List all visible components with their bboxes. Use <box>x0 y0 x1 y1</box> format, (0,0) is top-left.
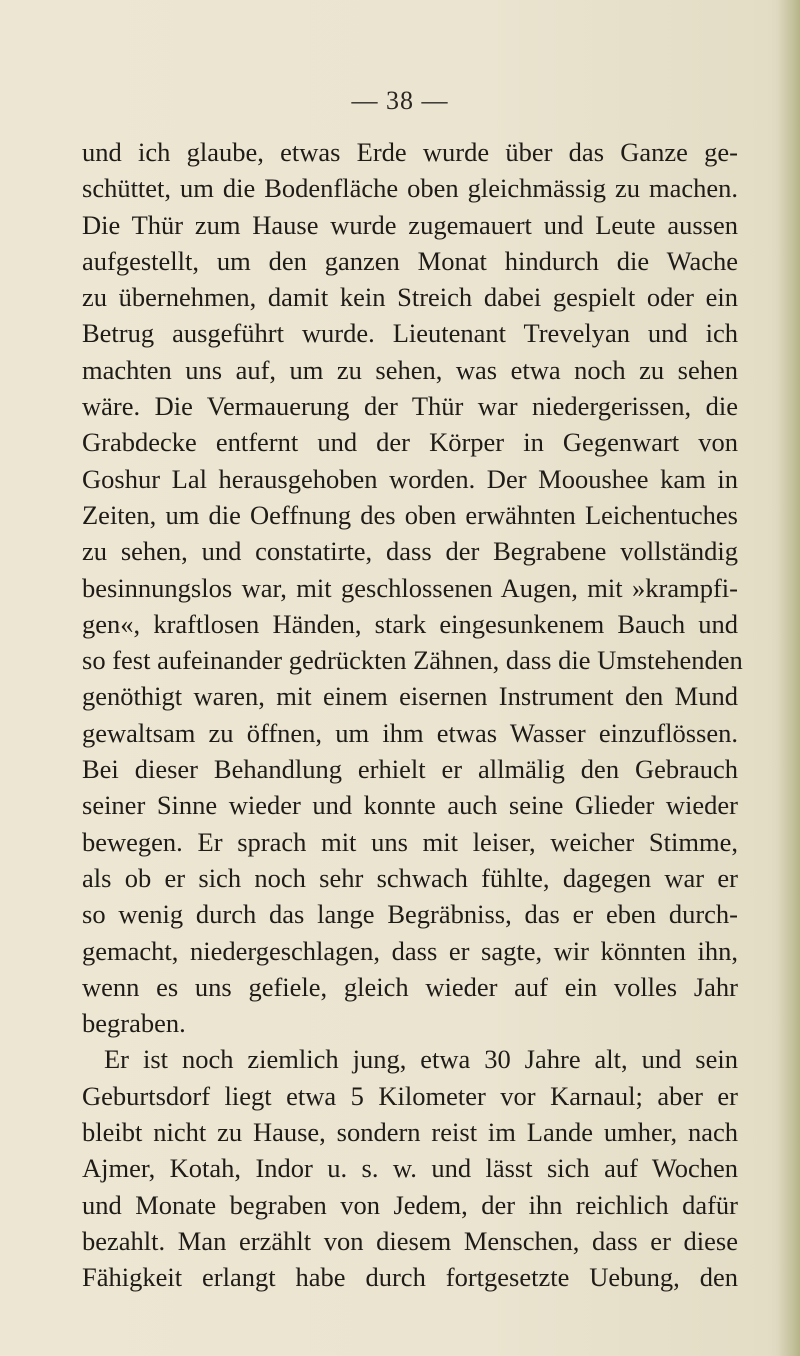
text-line: gemacht, niedergeschlagen, dass er sagte, wir könnten ihn, <box>82 935 738 966</box>
text-line: aufgestellt, um den ganzen Monat hindurch die Wache <box>82 245 738 276</box>
body-text <box>82 134 743 1296</box>
text-line: Er ist noch ziemlich jung, etwa 30 Jahre alt, und sein <box>104 1044 738 1075</box>
text-line: zu übernehmen, damit kein Streich dabei gespielt oder ein <box>82 282 738 313</box>
text-line: und ich glaube, etwas Erde wurde über das Ganze ge- <box>82 137 738 167</box>
text-line: Betrug ausgeführt wurde. Lieutenant Trevelyan und ich <box>82 318 738 349</box>
text-line: Zeiten, um die Oeffnung des oben erwähnten Leichentuches <box>82 499 738 530</box>
text-line: begraben. <box>82 1008 186 1039</box>
page-number: — 38 — <box>351 86 449 115</box>
text-line: bezahlt. Man erzählt von diesem Menschen, dass er diese <box>82 1225 738 1256</box>
text-line: schüttet, um die Bodenfläche oben gleichmässig zu machen. <box>82 173 738 204</box>
text-line: wenn es uns gefiele, gleich wieder auf ein volles Jahr <box>82 971 738 1002</box>
text-line: Geburtsdorf liegt etwa 5 Kilometer vor Karnaul; aber er <box>82 1080 738 1111</box>
text-line: Fähigkeit erlangt habe durch fortgesetzte Uebung, den <box>82 1262 738 1293</box>
text-line: so wenig durch das lange Begräbniss, das er eben durch- <box>82 899 738 930</box>
page-edge-shadow <box>778 0 800 1356</box>
text-line: Ajmer, Kotah, Indor u. s. w. und lässt sich auf Wochen <box>82 1153 738 1184</box>
text-line: zu sehen, und constatirte, dass der Begrabene vollständig <box>82 536 738 567</box>
text-line: Goshur Lal herausgehoben worden. Der Mooushee kam in <box>82 463 738 494</box>
text-line: Grabdecke entfernt und der Körper in Gegenwart von <box>82 427 738 458</box>
text-line: Die Thür zum Hause wurde zugemauert und Leute aussen <box>82 209 738 240</box>
text-line: gewaltsam zu öffnen, um ihm etwas Wasser einzuflössen. <box>82 717 738 748</box>
text-line: besinnungslos war, mit geschlossenen Augen, mit »krampfi- <box>82 572 738 603</box>
text-line: machten uns auf, um zu sehen, was etwa noch zu sehen <box>82 354 738 385</box>
text-line: bleibt nicht zu Hause, sondern reist im Lande umher, nach <box>82 1117 738 1148</box>
text-line: als ob er sich noch sehr schwach fühlte, dagegen war er <box>82 862 738 893</box>
text-line: so fest aufeinander gedrückten Zähnen, dass die Umstehenden <box>82 645 743 676</box>
text-line: Bei dieser Behandlung erhielt er allmälig den Gebrauch <box>82 754 738 785</box>
text-line: und Monate begraben von Jedem, der ihn reichlich dafür <box>82 1189 738 1220</box>
text-line: genöthigt waren, mit einem eisernen Instrument den Mund <box>82 681 738 712</box>
text-line: seiner Sinne wieder und konnte auch seine Glieder wieder <box>82 790 738 821</box>
text-line: wäre. Die Vermauerung der Thür war niedergerissen, die <box>82 391 738 422</box>
text-line: gen«, kraftlosen Händen, stark eingesunkenem Bauch und <box>82 608 738 639</box>
text-line: bewegen. Er sprach mit uns mit leiser, weicher Stimme, <box>82 826 738 857</box>
